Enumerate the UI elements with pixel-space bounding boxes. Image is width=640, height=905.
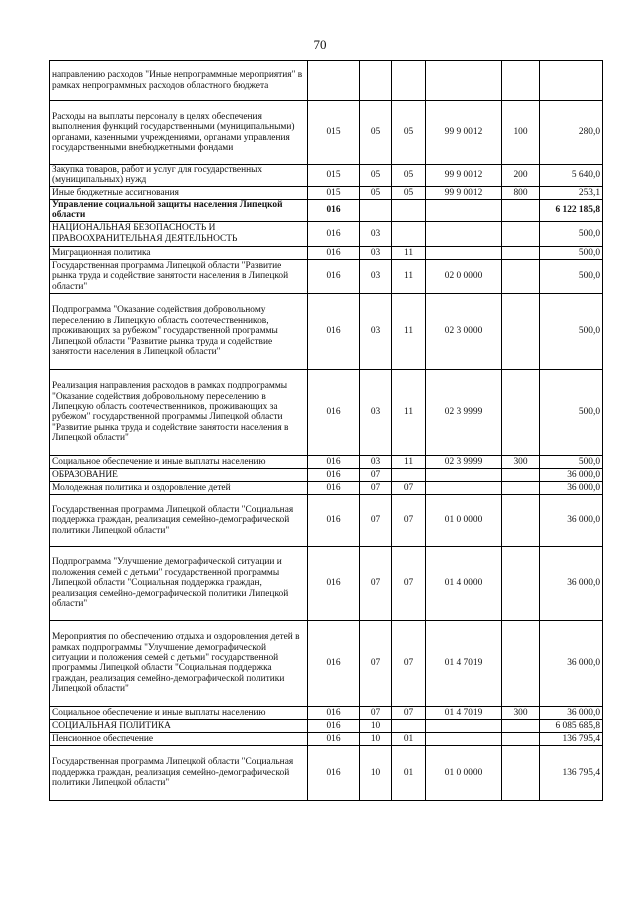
row-subsection-code: 11 <box>392 259 426 293</box>
row-section-code: 03 <box>360 369 392 455</box>
row-subsection-code: 11 <box>392 246 426 259</box>
table-row <box>50 481 603 494</box>
row-name: Государственная программа Липецкой области "Социальная поддержка граждан, реализация семейно-демографической политики Липецкой области" <box>50 745 308 800</box>
row-amount: 280,0 <box>540 101 603 165</box>
row-target-article: 02 3 9999 <box>426 369 502 455</box>
row-expense-type <box>502 246 540 259</box>
row-expense-type: 100 <box>502 101 540 165</box>
row-amount: 36 000,0 <box>540 706 603 719</box>
row-section-code: 05 <box>360 101 392 165</box>
row-expense-type <box>502 293 540 369</box>
row-ved-code: 016 <box>308 732 360 745</box>
row-expense-type <box>502 620 540 706</box>
row-section-code: 03 <box>360 221 392 246</box>
row-subsection-code: 11 <box>392 369 426 455</box>
row-section-code: 07 <box>360 468 392 481</box>
row-section-code: 03 <box>360 455 392 468</box>
row-amount: 5 640,0 <box>540 165 603 187</box>
row-target-article: 01 4 0000 <box>426 546 502 620</box>
table-row <box>50 706 603 719</box>
row-ved-code <box>308 61 360 101</box>
row-expense-type <box>502 259 540 293</box>
row-section-code: 07 <box>360 620 392 706</box>
table-row <box>50 259 603 293</box>
row-ved-code: 016 <box>308 221 360 246</box>
row-name: Закупка товаров, работ и услуг для государственных (муниципальных) нужд <box>50 165 308 187</box>
row-name: направлению расходов "Иные непрограммные мероприятия" в рамках непрограммных расходов областного бюджета <box>50 61 308 101</box>
row-ved-code: 016 <box>308 481 360 494</box>
row-section-code: 07 <box>360 481 392 494</box>
row-name: Молодежная политика и оздоровление детей <box>50 481 308 494</box>
row-ved-code: 016 <box>308 745 360 800</box>
row-name: НАЦИОНАЛЬНАЯ БЕЗОПАСНОСТЬ И ПРАВООХРАНИТЕЛЬНАЯ ДЕЯТЕЛЬНОСТЬ <box>50 221 308 246</box>
row-amount: 36 000,0 <box>540 494 603 546</box>
row-target-article: 99 9 0012 <box>426 186 502 199</box>
row-amount: 36 000,0 <box>540 620 603 706</box>
row-amount: 136 795,4 <box>540 732 603 745</box>
row-subsection-code: 07 <box>392 546 426 620</box>
row-amount: 500,0 <box>540 293 603 369</box>
row-subsection-code: 05 <box>392 101 426 165</box>
row-name: Государственная программа Липецкой области "Социальная поддержка граждан, реализация семейно-демографической политики Липецкой области" <box>50 494 308 546</box>
row-name: Социальное обеспечение и иные выплаты населению <box>50 706 308 719</box>
row-target-article <box>426 199 502 221</box>
row-amount: 500,0 <box>540 369 603 455</box>
row-section-code: 10 <box>360 745 392 800</box>
row-amount: 500,0 <box>540 221 603 246</box>
row-section-code: 07 <box>360 546 392 620</box>
table-row <box>50 165 603 187</box>
row-target-article <box>426 61 502 101</box>
row-section-code: 10 <box>360 732 392 745</box>
row-subsection-code <box>392 468 426 481</box>
row-expense-type <box>502 221 540 246</box>
row-amount: 36 000,0 <box>540 468 603 481</box>
row-name: Мероприятия по обеспечению отдыха и оздоровления детей в рамках подпрограммы "Улучшение демографической ситуации и положения семей с детьми" государственной программы Липецкой области "Социальная поддержка граждан, реализация семейно-демографической политики Липецкой области" <box>50 620 308 706</box>
row-subsection-code: 05 <box>392 186 426 199</box>
row-ved-code: 016 <box>308 719 360 732</box>
row-subsection-code: 11 <box>392 455 426 468</box>
row-target-article: 02 3 0000 <box>426 293 502 369</box>
row-section-code <box>360 199 392 221</box>
row-ved-code: 015 <box>308 186 360 199</box>
row-name: Миграционная политика <box>50 246 308 259</box>
row-target-article: 02 0 0000 <box>426 259 502 293</box>
row-expense-type <box>502 494 540 546</box>
row-expense-type <box>502 199 540 221</box>
row-target-article <box>426 246 502 259</box>
row-name: ОБРАЗОВАНИЕ <box>50 468 308 481</box>
row-name: Государственная программа Липецкой области "Развитие рынка труда и содействие занятости населения в Липецкой области" <box>50 259 308 293</box>
table-row <box>50 719 603 732</box>
table-row <box>50 455 603 468</box>
row-section-code: 07 <box>360 494 392 546</box>
row-amount: 500,0 <box>540 259 603 293</box>
row-ved-code: 016 <box>308 455 360 468</box>
row-name: Иные бюджетные ассигнования <box>50 186 308 199</box>
row-section-code: 05 <box>360 186 392 199</box>
row-target-article: 99 9 0012 <box>426 101 502 165</box>
row-subsection-code: 01 <box>392 745 426 800</box>
row-subsection-code: 07 <box>392 481 426 494</box>
row-ved-code: 016 <box>308 494 360 546</box>
row-amount: 36 000,0 <box>540 481 603 494</box>
row-target-article: 02 3 9999 <box>426 455 502 468</box>
row-name: Расходы на выплаты персоналу в целях обеспечения выполнения функций государственными (муниципальными) органами, казенными учреждениями, органами управления государственными внебюджетными фондами <box>50 101 308 165</box>
row-subsection-code: 01 <box>392 732 426 745</box>
row-subsection-code: 05 <box>392 165 426 187</box>
row-expense-type <box>502 745 540 800</box>
budget-table-body <box>50 61 603 801</box>
row-subsection-code: 07 <box>392 620 426 706</box>
row-target-article <box>426 221 502 246</box>
row-section-code: 10 <box>360 719 392 732</box>
budget-table <box>49 60 603 801</box>
table-row <box>50 186 603 199</box>
row-section-code: 03 <box>360 246 392 259</box>
table-row <box>50 468 603 481</box>
row-subsection-code: 07 <box>392 494 426 546</box>
row-target-article <box>426 481 502 494</box>
table-row <box>50 293 603 369</box>
row-section-code: 03 <box>360 293 392 369</box>
row-amount: 500,0 <box>540 455 603 468</box>
row-ved-code: 015 <box>308 101 360 165</box>
row-amount: 36 000,0 <box>540 546 603 620</box>
row-name: Реализация направления расходов в рамках подпрограммы "Оказание содействия добровольному переселению в Липецкую область соотечественников, проживающих за рубежом" государственной программы Липецкой области "Развитие рынка труда и содействие занятости населения в Липецкой области" <box>50 369 308 455</box>
table-row <box>50 732 603 745</box>
row-amount <box>540 61 603 101</box>
row-target-article: 01 4 7019 <box>426 620 502 706</box>
row-expense-type: 800 <box>502 186 540 199</box>
row-ved-code: 015 <box>308 165 360 187</box>
row-expense-type: 200 <box>502 165 540 187</box>
row-expense-type: 300 <box>502 706 540 719</box>
row-expense-type <box>502 546 540 620</box>
row-amount: 253,1 <box>540 186 603 199</box>
row-subsection-code <box>392 221 426 246</box>
table-row <box>50 745 603 800</box>
table-row <box>50 620 603 706</box>
row-target-article: 01 4 7019 <box>426 706 502 719</box>
row-expense-type <box>502 369 540 455</box>
row-target-article: 99 9 0012 <box>426 165 502 187</box>
row-section-code: 07 <box>360 706 392 719</box>
row-expense-type <box>502 468 540 481</box>
row-expense-type <box>502 61 540 101</box>
row-target-article <box>426 732 502 745</box>
row-subsection-code <box>392 199 426 221</box>
row-name: Управление социальной защиты населения Липецкой области <box>50 199 308 221</box>
row-ved-code: 016 <box>308 293 360 369</box>
row-section-code: 05 <box>360 165 392 187</box>
row-ved-code: 016 <box>308 620 360 706</box>
row-expense-type <box>502 732 540 745</box>
row-amount: 6 122 185,8 <box>540 199 603 221</box>
table-row <box>50 546 603 620</box>
row-name: Подпрограмма "Улучшение демографической ситуации и положения семей с детьми" государственной программы Липецкой области "Социальная поддержка граждан, реализация семейно-демографической политики Липецкой области" <box>50 546 308 620</box>
table-row <box>50 199 603 221</box>
table-row <box>50 494 603 546</box>
row-ved-code: 016 <box>308 246 360 259</box>
row-section-code: 03 <box>360 259 392 293</box>
table-row <box>50 246 603 259</box>
row-section-code <box>360 61 392 101</box>
row-expense-type <box>502 481 540 494</box>
row-amount: 500,0 <box>540 246 603 259</box>
row-ved-code: 016 <box>308 468 360 481</box>
row-subsection-code <box>392 719 426 732</box>
row-expense-type: 300 <box>502 455 540 468</box>
row-ved-code: 016 <box>308 546 360 620</box>
page-number: 70 <box>313 37 327 52</box>
row-ved-code: 016 <box>308 259 360 293</box>
row-amount: 6 085 685,8 <box>540 719 603 732</box>
table-row <box>50 101 603 165</box>
row-target-article: 01 0 0000 <box>426 745 502 800</box>
row-name: Социальное обеспечение и иные выплаты населению <box>50 455 308 468</box>
row-subsection-code: 11 <box>392 293 426 369</box>
row-subsection-code <box>392 61 426 101</box>
row-expense-type <box>502 719 540 732</box>
row-ved-code: 016 <box>308 199 360 221</box>
row-target-article <box>426 468 502 481</box>
row-subsection-code: 07 <box>392 706 426 719</box>
row-target-article <box>426 719 502 732</box>
row-name: Пенсионное обеспечение <box>50 732 308 745</box>
row-target-article: 01 0 0000 <box>426 494 502 546</box>
row-name: Подпрограмма "Оказание содействия добровольному переселению в Липецкую область соотечественников, проживающих за рубежом" государственной программы Липецкой области "Развитие рынка труда и содействие занятости населения в Липецкой области" <box>50 293 308 369</box>
table-row <box>50 61 603 101</box>
table-row <box>50 221 603 246</box>
row-ved-code: 016 <box>308 369 360 455</box>
row-ved-code: 016 <box>308 706 360 719</box>
row-name: СОЦИАЛЬНАЯ ПОЛИТИКА <box>50 719 308 732</box>
row-amount: 136 795,4 <box>540 745 603 800</box>
table-row <box>50 369 603 455</box>
